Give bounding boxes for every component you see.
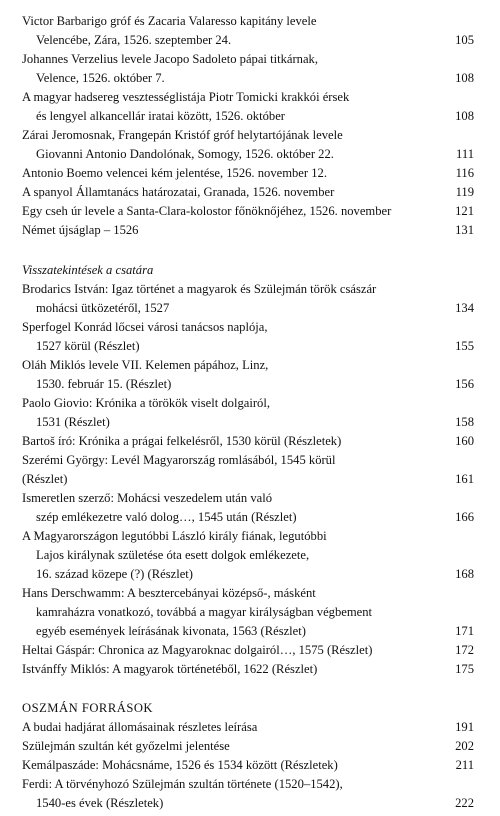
entry-line-text: 1531 (Részlet) (36, 415, 110, 429)
toc-entry (22, 12, 474, 50)
toc-entry (22, 660, 474, 679)
entry-line-text: egyéb események leírásának kivonata, 1563 (Részlet) (36, 624, 306, 638)
entry-line-text: 1530. február 15. (Részlet) (36, 377, 172, 391)
page-number: 172 (455, 643, 474, 657)
page-number: 108 (455, 71, 474, 85)
entry-line: Victor Barbarigo gróf és Zacaria Valaresso kapitány levele (22, 14, 317, 28)
entry-line: Johannes Verzelius levele Jacopo Sadoleto pápai titkárnak, (22, 52, 318, 66)
toc-entry (22, 183, 474, 202)
toc-entry (22, 718, 474, 737)
page-number: 222 (455, 796, 474, 810)
page-number: 108 (455, 109, 474, 123)
entry-line (22, 164, 474, 183)
entry-line (22, 641, 474, 660)
page-number: 134 (455, 301, 474, 315)
entry-line (22, 508, 474, 527)
entry-line (22, 202, 474, 221)
entry-line (22, 337, 474, 356)
entry-line: Brodarics István: Igaz történet a magyarok és Szülejmán török császár (22, 282, 377, 296)
entry-line: Oláh Miklós levele VII. Kelemen pápához, Linz, (22, 358, 269, 372)
entry-line-text: Szülejmán szultán két győzelmi jelentése (22, 739, 230, 753)
page-number: 119 (455, 185, 474, 199)
entry-line (22, 375, 474, 394)
entry-line-text: Velence, 1526. október 7. (36, 71, 165, 85)
toc-entry (22, 88, 474, 126)
entry-line-text: Német újságlap – 1526 (22, 223, 139, 237)
entry-line-text: Velencébe, Zára, 1526. szeptember 24. (36, 33, 232, 47)
entry-line (22, 737, 474, 756)
entry-line (22, 413, 474, 432)
toc-entry (22, 775, 474, 813)
toc-entry (22, 126, 474, 164)
entry-line-text: Kemálpaszáde: Mohácsnáme, 1526 és 1534 között (Részletek) (22, 758, 338, 772)
entry-line: Lajos királynak születése óta esett dolgok emlékezete, (36, 548, 310, 562)
entry-line-text: Istvánffy Miklós: A magyarok történetéből, 1622 (Részlet) (22, 662, 318, 676)
entry-line: kamraházra vonatkozó, továbbá a magyar királyságban végbement (36, 605, 373, 619)
page-number: 166 (455, 510, 474, 524)
toc-entry (22, 756, 474, 775)
section-heading: OSZMÁN FORRÁSOK (22, 701, 154, 715)
entry-line (22, 107, 474, 126)
page-number: 116 (455, 166, 474, 180)
entry-line (22, 660, 474, 679)
entry-line-text: Egy cseh úr levele a Santa-Clara-kolostor főnöknőjéhez, 1526. november (22, 204, 392, 218)
section-title: Visszatekintések a csatára (22, 263, 154, 277)
toc-entry (22, 50, 474, 88)
entry-line (22, 718, 474, 737)
entry-line: Szerémi György: Levél Magyarország romlásából, 1545 körül (22, 453, 336, 467)
entry-line (22, 432, 474, 451)
page-number: 121 (455, 204, 474, 218)
entry-line: Ferdi: A törvényhozó Szülejmán szultán története (1520–1542), (22, 777, 343, 791)
entry-line: A Magyarországon legutóbbi László király fiának, legutóbbi (22, 529, 327, 543)
entry-line-text: 1527 körül (Részlet) (36, 339, 140, 353)
page-number: 202 (455, 739, 474, 753)
entry-line (22, 756, 474, 775)
entry-line: Paolo Giovio: Krónika a törökök viselt dolgairól, (22, 396, 270, 410)
entry-line-text: Heltai Gáspár: Chronica az Magyaroknac dolgairól…, 1575 (Részlet) (22, 643, 373, 657)
entry-line: Ismeretlen szerző: Mohácsi veszedelem után való (22, 491, 273, 505)
toc-entry (22, 318, 474, 356)
entry-line-text: (Részlet) (22, 472, 68, 486)
page-number: 211 (455, 758, 474, 772)
entry-line-text: szép emlékezetre való dolog…, 1545 után (Részlet) (36, 510, 297, 524)
page-number: 171 (455, 624, 474, 638)
toc-entry (22, 280, 474, 318)
toc-entry (22, 641, 474, 660)
entry-line-text: A spanyol Államtanács határozatai, Granada, 1526. november (22, 185, 335, 199)
entry-line-text: A budai hadjárat állomásainak részletes leírása (22, 720, 258, 734)
toc-entry (22, 202, 474, 221)
page-number: 191 (455, 720, 474, 734)
entry-line: A magyar hadsereg vesztességlistája Piotr Tomicki krakkói érsek (22, 90, 350, 104)
toc-entry (22, 451, 474, 489)
entry-line-text: 16. század közepe (?) (Részlet) (36, 567, 193, 581)
entry-line: Hans Derschwamm: A besztercebányai középső-, másként (22, 586, 316, 600)
toc-entry (22, 356, 474, 394)
entry-line: Sperfogel Konrád lőcsei városi tanácsos naplója, (22, 320, 268, 334)
toc-entry (22, 527, 474, 584)
toc-entry (22, 432, 474, 451)
entry-line-text: mohácsi ütközetéről, 1527 (36, 301, 170, 315)
entry-line (22, 565, 474, 584)
page-number: 175 (455, 662, 474, 676)
entry-line (22, 31, 474, 50)
toc-entry (22, 394, 474, 432)
entry-line (22, 622, 474, 641)
entry-line-text: Bartoš író: Krónika a prágai felkelésről, 1530 körül (Részletek) (22, 434, 342, 448)
toc-entry (22, 221, 474, 240)
entry-line (22, 794, 474, 813)
entry-line (22, 299, 474, 318)
entry-line (22, 69, 474, 88)
entry-line-text: Antonio Boemo velencei kém jelentése, 1526. november 12. (22, 166, 327, 180)
entry-line-text: 1540-es évek (Részletek) (36, 796, 164, 810)
toc-entry (22, 164, 474, 183)
page-number: 160 (455, 434, 474, 448)
entry-line (22, 221, 474, 240)
entry-line-text: Giovanni Antonio Dandolónak, Somogy, 1526. október 22. (36, 147, 334, 161)
entry-line: Zárai Jeromosnak, Frangepán Kristóf gróf helytartójának levele (22, 128, 343, 142)
toc-entry (22, 737, 474, 756)
page-number: 111 (456, 147, 474, 161)
page-number: 156 (455, 377, 474, 391)
entry-line (22, 145, 474, 164)
entry-line (22, 183, 474, 202)
page-number: 105 (455, 33, 474, 47)
toc-entry (22, 489, 474, 527)
page-number: 131 (455, 223, 474, 237)
entry-line-text: és lengyel alkancellár iratai között, 1526. október (36, 109, 285, 123)
page-number: 158 (455, 415, 474, 429)
toc-entry (22, 584, 474, 641)
page-number: 168 (455, 567, 474, 581)
page-number: 161 (455, 472, 474, 486)
page-number: 155 (455, 339, 474, 353)
entry-line (22, 470, 474, 489)
